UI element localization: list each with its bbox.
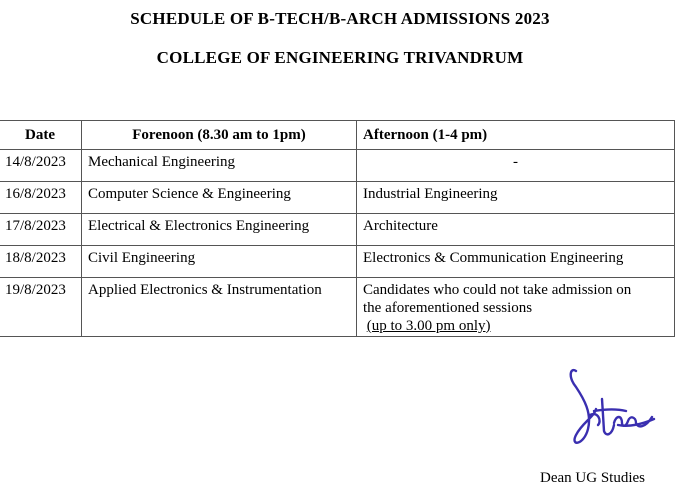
afternoon-note-line: the aforementioned sessions — [363, 300, 533, 316]
afternoon-cell — [357, 278, 675, 337]
afternoon-cell: Industrial Engineering — [357, 182, 675, 214]
document-title: SCHEDULE OF B-TECH/B-ARCH ADMISSIONS 2023 — [130, 9, 550, 28]
table-row — [0, 182, 675, 214]
signature-image — [562, 365, 662, 455]
afternoon-note-line: Candidates who could not take admission on — [363, 282, 632, 298]
column-header-date: Date — [0, 121, 82, 150]
forenoon-cell: Mechanical Engineering — [82, 150, 357, 182]
table-row — [0, 278, 675, 337]
institution-name: COLLEGE OF ENGINEERING TRIVANDRUM — [156, 48, 524, 67]
date-cell: 17/8/2023 — [0, 214, 82, 246]
forenoon-cell: Applied Electronics & Instrumentation — [82, 278, 357, 337]
table-header-row — [0, 121, 675, 150]
afternoon-note-line — [363, 317, 668, 335]
signatory-title: Dean UG Studies — [540, 470, 645, 486]
forenoon-cell: Civil Engineering — [82, 246, 357, 278]
forenoon-cell: Computer Science & Engineering — [82, 182, 357, 214]
table-row — [0, 214, 675, 246]
table-row — [0, 150, 675, 182]
date-cell: 19/8/2023 — [0, 278, 82, 337]
table-row — [0, 246, 675, 278]
time-limit-note: (up to 3.00 pm only) — [366, 318, 491, 334]
date-cell: 16/8/2023 — [0, 182, 82, 214]
column-header-forenoon: Forenoon (8.30 am to 1pm) — [82, 121, 357, 150]
date-cell: 18/8/2023 — [0, 246, 82, 278]
afternoon-cell: Architecture — [357, 214, 675, 246]
afternoon-cell: Electronics & Communication Engineering — [357, 246, 675, 278]
date-cell: 14/8/2023 — [0, 150, 82, 182]
afternoon-cell: - — [357, 150, 675, 182]
forenoon-cell: Electrical & Electronics Engineering — [82, 214, 357, 246]
column-header-afternoon: Afternoon (1-4 pm) — [357, 121, 675, 150]
schedule-table — [0, 120, 675, 337]
